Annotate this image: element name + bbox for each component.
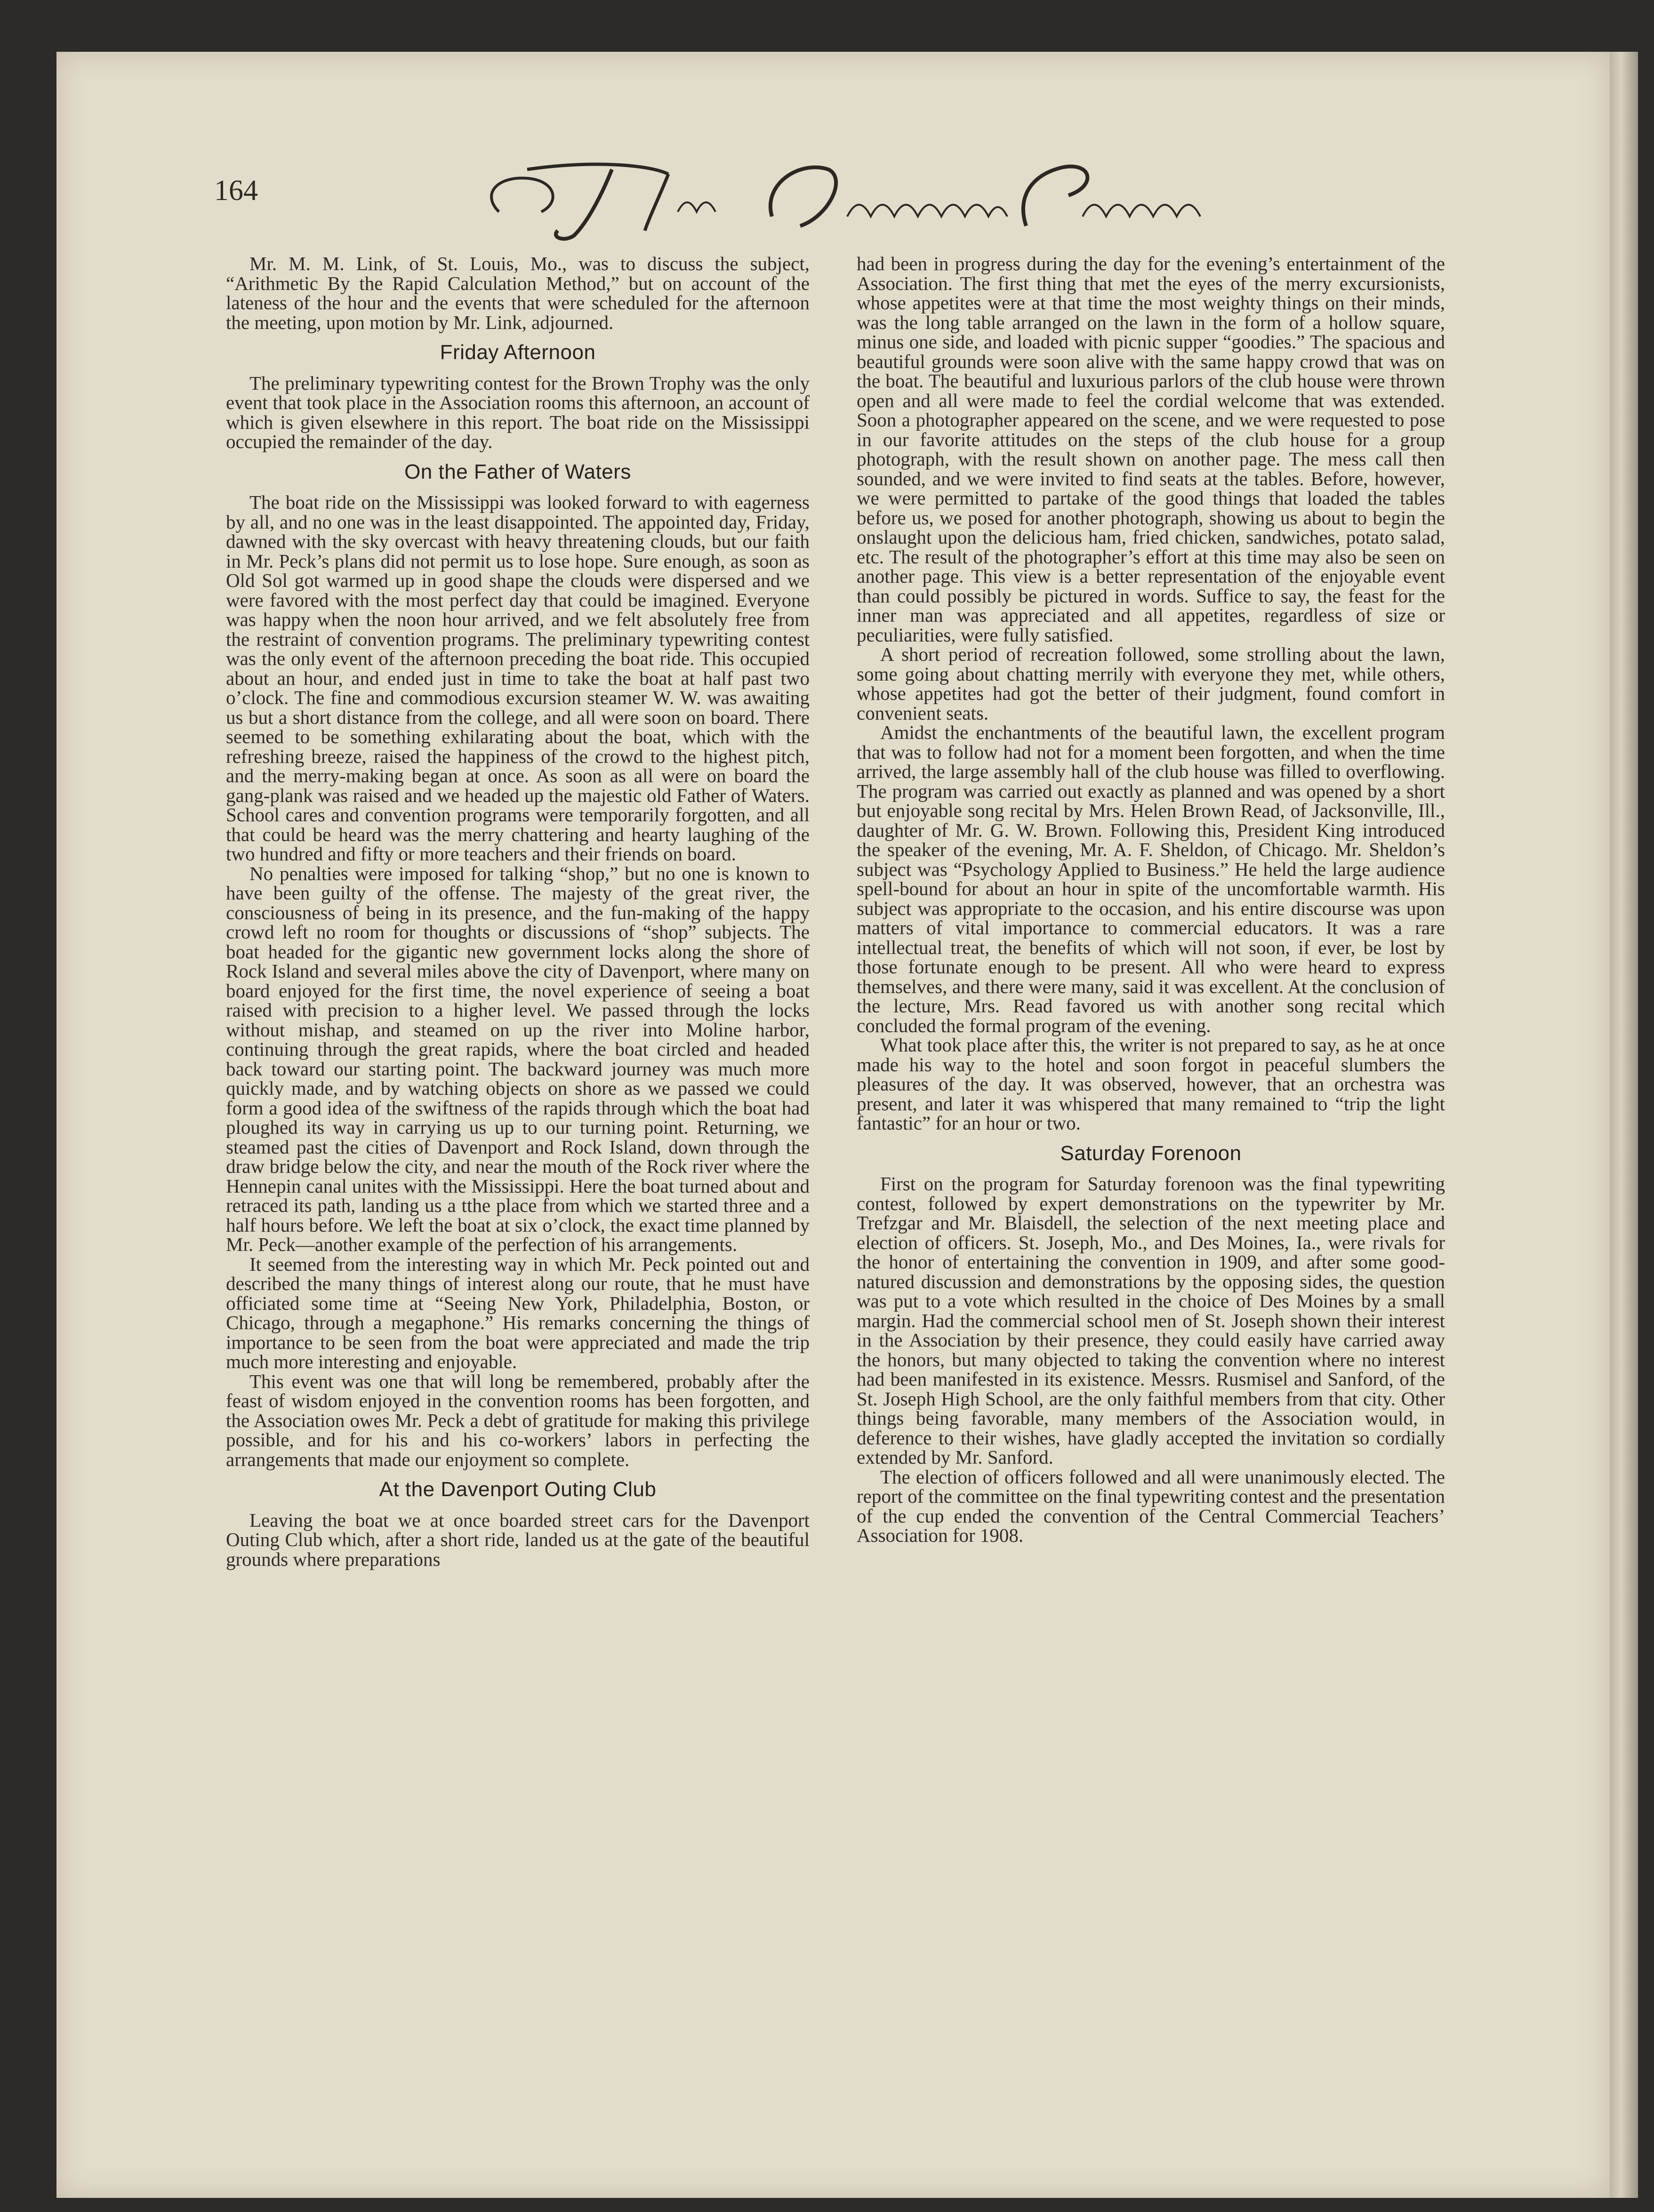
body-paragraph: No penalties were imposed for talking “shop,” but no one is known to have been guilty of the offense. The majesty of the great river, the consciousness of being in its presence, and the fun-making of the happy crowd left no room for thoughts or discussions of “shop” subjects. The boat headed for the gigantic new government locks along the shore of Rock Island and several miles above the city of Davenport, where many on board enjoyed for the first time, the novel experience of seeing a boat raised with precision to a higher level. We passed through the locks without mishap, and steamed on up the river into Moline harbor, continuing through the great rapids, where the boat circled and headed back toward our starting point. The backward journey was much more quickly made, and by watching objects on shore as we passed we could form a good idea of the swiftness of the rapids through which the boat had ploughed its way in carrying us up to our turning point. Returning, we steamed past the cities of Davenport and Rock Island, down through the draw bridge below the city, and near the mouth of the Rock river where the Hennepin canal unites with the Mississippi. Here the boat turned about and retraced its path, landing us a tthe place from which we started three and a half hours before. We left the boat at six o’clock, the exact time planned by Mr. Peck—another example of the perfection of his arrangements. [226, 862, 810, 1255]
section-heading-friday-afternoon: Friday Afternoon [440, 341, 596, 364]
body-paragraph: What took place after this, the writer is not prepared to say, as he at once made his way to the hotel and soon forgot in peaceful slumbers the pleasures of the day. It was observed, however, that an orchestra was present, and later it was whispered that many remained to “trip the light fantastic” for an hour or two. [857, 1034, 1445, 1134]
page-edge [1610, 52, 1638, 2198]
body-paragraph: The boat ride on the Mississippi was looked forward to with eagerness by all, and no one was in the least disappointed. The appointed day, Friday, dawned with the sky overcast with heavy threatening clouds, but our faith in Mr. Peck’s plans did not permit us to lose hope. Sure enough, as soon as Old Sol got warmed up in good shape the clouds were dispersed and we were favored with the most perfect day that could be imagined. Everyone was happy when the noon hour arrived, and we felt absolutely free from the restraint of convention programs. The preliminary typewriting contest was the only event of the afternoon preceding the boat ride. This occupied about an hour, and ended just in time to take the boat at half past two o’clock. The fine and commodious excursion steamer W. W. was awaiting us but a short distance from the college, and all were soon on board. There seemed to be something exhilarating about the boat, which with the refreshing breeze, raised the happiness of the crowd to the highest pitch, and the merry-making began at once. As soon as all were on board the gang-plank was raised and we headed up the majestic old Father of Waters. School cares and convention programs were temporarily forgotten, and all that could be heard was the merry chattering and hearty laughing of the two hundred and fifty or more teachers and their friends on board. [226, 491, 810, 865]
section-heading-davenport-outing-club: At the Davenport Outing Club [379, 1478, 657, 1501]
body-paragraph: It seemed from the interesting way in which Mr. Peck pointed out and described the many things of interest along our route, that he must have officiated some time at “Seeing New York, Philadelphia, Boston, or Chicago, through a megaphone.” His remarks concerning the things of importance to be seen from the boat were appreciated and made the trip much more interesting and enjoyable. [226, 1253, 810, 1372]
section-heading-saturday-forenoon: Saturday Forenoon [1060, 1141, 1242, 1165]
body-paragraph: The preliminary typewriting contest for the Brown Trophy was the only event that took place in the Association rooms this afternoon, an account of which is given elsewhere in this report. The boat ride on the Mississippi occupied the remainder of the day. [226, 372, 810, 452]
body-paragraph: Amidst the enchantments of the beautiful lawn, the excellent program that was to follow had not for a moment been forgotten, and when the time arrived, the large assembly hall of the club house was filled to overflowing. The program was carried out exactly as planned and was opened by a short but enjoyable song recital by Mrs. Helen Brown Read, of Jacksonville, Ill., daughter of Mr. G. W. Brown. Following this, President King introduced the speaker of the evening, Mr. A. F. Sheldon, of Chicago. Mr. Sheldon’s subject was “Psychology Applied to Business.” He held the large audience spell-bound for about an hour in spite of the uncomfortable warmth. His subject was appropriate to the occasion, and his entire discourse was upon matters of vital importance to commercial educators. It was a rare intellectual treat, the benefits of which will not soon, if ever, be lost by those fortunate enough to be present. All who were heard to express themselves, and there were many, said it was excellent. At the conclusion of the lecture, Mrs. Read favored us with another song recital which concluded the formal program of the evening. [857, 721, 1445, 1036]
intro-paragraph: Mr. M. M. Link, of St. Louis, Mo., was to discuss the subject, “Arithmetic By the Rapid Calculation Method,” but on account of the lateness of the hour and the events that were scheduled for the afternoon the meeting, upon motion by Mr. Link, adjourned. [226, 253, 810, 333]
body-paragraph: First on the program for Saturday forenoon was the final typewriting contest, followed by expert demonstrations on the typewriter by Mr. Trefzgar and Mr. Blaisdell, the selection of the next meeting place and election of officers. St. Joseph, Mo., and Des Moines, Ia., were rivals for the honor of entertaining the convention in 1909, and after some good-natured discussion and demonstrations by the opposing sides, the question was put to a vote which resulted in the choice of Des Moines by a small margin. Had the commercial school men of St. Joseph shown their interest in the Association by their presence, they could easily have carried away the honors, but many objected to taking the convention where no interest had been manifested in its existence. Messrs. Rusmisel and Sanford, of the St. Joseph High School, are the only faithful members from that city. Other things being favorable, many members of the Association would, in deference to their wishes, have gladly accepted the invitation so cordially extended by Mr. Sanford. [857, 1173, 1445, 1468]
continued-paragraph: had been in progress during the day for the evening’s entertainment of the Association. The first thing that met the eyes of the merry excursionists, whose appetites were at that time the most weighty things on their minds, was the long table arranged on the lawn in the form of a hollow square, minus one side, and loaded with picnic supper “goodies.” The spacious and beautiful grounds were soon alive with the same happy crowd that was on the boat. The beautiful and luxurious parlors of the club house were thrown open and all were made to feel the cordial welcome that was extended. Soon a photographer appeared on the scene, and we were requested to pose in our favorite attitudes on the steps of the club house for a group photograph, with the result shown on another page. The mess call then sounded, and we were invited to find seats at the tables. Before, however, we were permitted to partake of the good things that loaded the tables before us, we posed for another photograph, showing us about to begin the onslaught upon the delicious ham, fried chicken, sandwiches, potato salad, etc. The result of the photographer’s effort at this time may also be seen on another page. This view is a better representation of the enjoyable event than could possibly be pictured in words. Suffice to say, the feast for the inner man was appreciated and all appetites, regardless of size or peculiarities, were fully satisfied. [857, 253, 1445, 646]
body-paragraph: A short period of recreation followed, some strolling about the lawn, some going about chatting merrily with everyone they met, while others, whose appetites had got the better of their judgment, found comfort in convenient seats. [857, 643, 1445, 724]
body-paragraph: The election of officers followed and all were unanimously elected. The report of the committee on the final typewriting contest and the presentation of the cup ended the convention of the Central Commercial Teachers’ Association for 1908. [857, 1466, 1445, 1546]
body-paragraph: This event was one that will long be remembered, probably after the feast of wisdom enjoyed in the convention rooms has been forgotten, and the Association owes Mr. Peck a debt of gratitude for making this privilege possible, and for his and his co-workers’ labors in perfecting the arrangements that made our enjoyment so complete. [226, 1370, 810, 1470]
section-heading-father-of-waters: On the Father of Waters [404, 460, 631, 483]
masthead [471, 141, 1224, 249]
masthead-logo [471, 141, 1224, 249]
page-number: 164 [214, 175, 258, 207]
left-column [226, 254, 810, 1569]
body-paragraph: Leaving the boat we at once boarded street cars for the Davenport Outing Club which, after a short ride, landed us at the gate of the beautiful grounds where preparations [226, 1509, 810, 1570]
right-column [857, 254, 1445, 1546]
